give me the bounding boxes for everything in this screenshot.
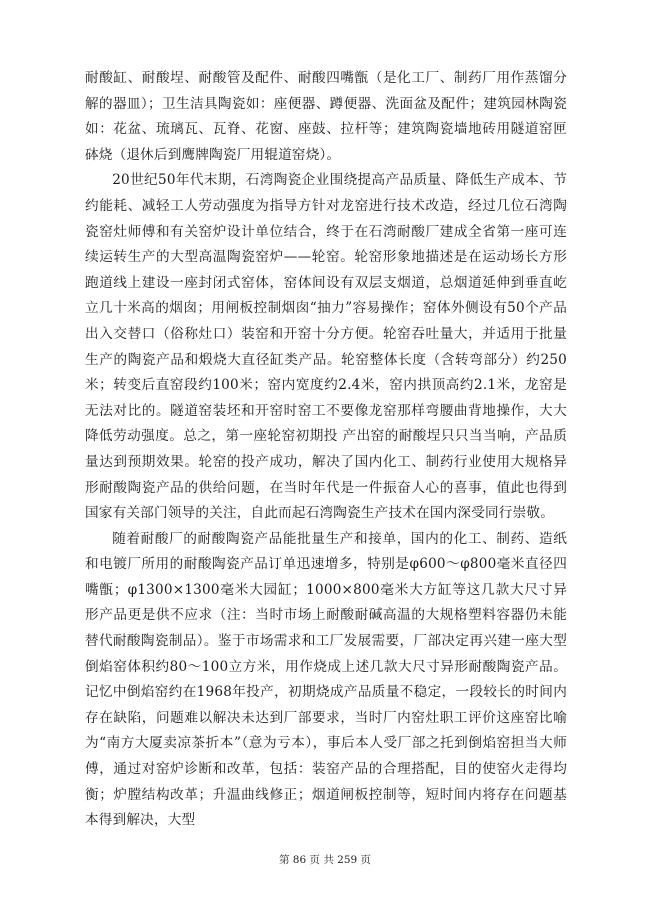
paragraph-2: 20世纪50年代末期，石湾陶瓷企业围绕提高产品质量、降低生产成本、节约能耗、减轻工人劳动强度为指导方针对龙窑进行技术改造，经过几位石湾陶瓷窑灶师傅和有关窑炉设计单位结合，终于在石湾耐酸厂建成全省第一座可连续运转生产的大型高温陶瓷窑炉——轮窑。轮窑形象地描述是在运动场长方形跑道线上建设一座封闭式窑体，窑体间设有双层支烟道，总烟道延伸到垂直屹立几十米高的烟囱；用闸板控制烟囱“抽力”容易操作；窑体外侧设有50个产品出入交替口（俗称灶口）装窑和开窑十分方便。轮窑吞吐量大，并适用于批量生产的陶瓷产品和煅烧大直径缸类产品。轮窑整体长度（含转弯部分）约250米；转变后直窑段约100米；窑内宽度约2.4米，窑内拱顶高约2.1米，龙窑是无法对比的。隧道窑装坯和开窑时窑工不要像龙窑那样弯腰曲背地操作，大大降低劳动强度。总之，第一座轮窑初期投 产出窑的耐酸埕只只当当响，产品质量达到预期效果。轮窑的投产成功，解决了国内化工、制药行业使用大规格异形耐酸陶瓷产品的供给问题，在当时年代是一件振奋人心的喜事，值此也得到国家有关部门领导的关注，自此而起石湾陶瓷生产技术在国内深受同行崇敬。	[85, 172, 567, 522]
paragraph-1: 耐酸缸、耐酸埕、耐酸管及配件、耐酸四嘴甑（是化工厂、制药厂用作蒸馏分解的器皿）；卫生洁具陶瓷如：座便器、蹲便器、洗面盆及配件；建筑园林陶瓷如：花盆、琉璃瓦、瓦脊、花窗、座鼓、拉杆等；建筑陶瓷墙地砖用隧道窑匣砵烧（退休后到鹰牌陶瓷厂用辊道窑烧）。	[85, 70, 567, 163]
paragraph-3: 随着耐酸厂的耐酸陶瓷产品能批量生产和接单，国内的化工、制药、造纸和电镀厂所用的耐酸陶瓷产品订单迅速增多，特别是φ600～φ800毫米直径四嘴甑；φ1300×1300毫米大园缸；1000×800毫米大方缸等这几款大尺寸异形产品更是供不应求（注：当时市场上耐酸耐碱高温的大规格塑料容器仍未能替代耐酸陶瓷制品）。鉴于市场需求和工厂发展需要，厂部决定再兴建一座大型倒焰窑体积约80～100立方米，用作烧成上述几款大尺寸异形耐酸陶瓷产品。记忆中倒焰窑约在1968年投产，初期烧成产品质量不稳定，一段较长的时间内存在缺陷，问题难以解决未达到厂部要求，当时厂内窑灶职工评价这座窑比喻为“南方大厦卖凉茶折本”（意为亏本），事后本人受厂部之托到倒焰窑担当大师傅，通过对窑炉诊断和改革，包括：装窑产品的合理搭配，目的使窑火走得均衡；炉膛结构改革；升温曲线修正；烟道闸板控制等，短时间内将存在问题基本得到解决，大型	[85, 530, 567, 829]
document-body	[85, 66, 567, 834]
page-footer: 第 86 页 共 259 页	[278, 854, 372, 866]
